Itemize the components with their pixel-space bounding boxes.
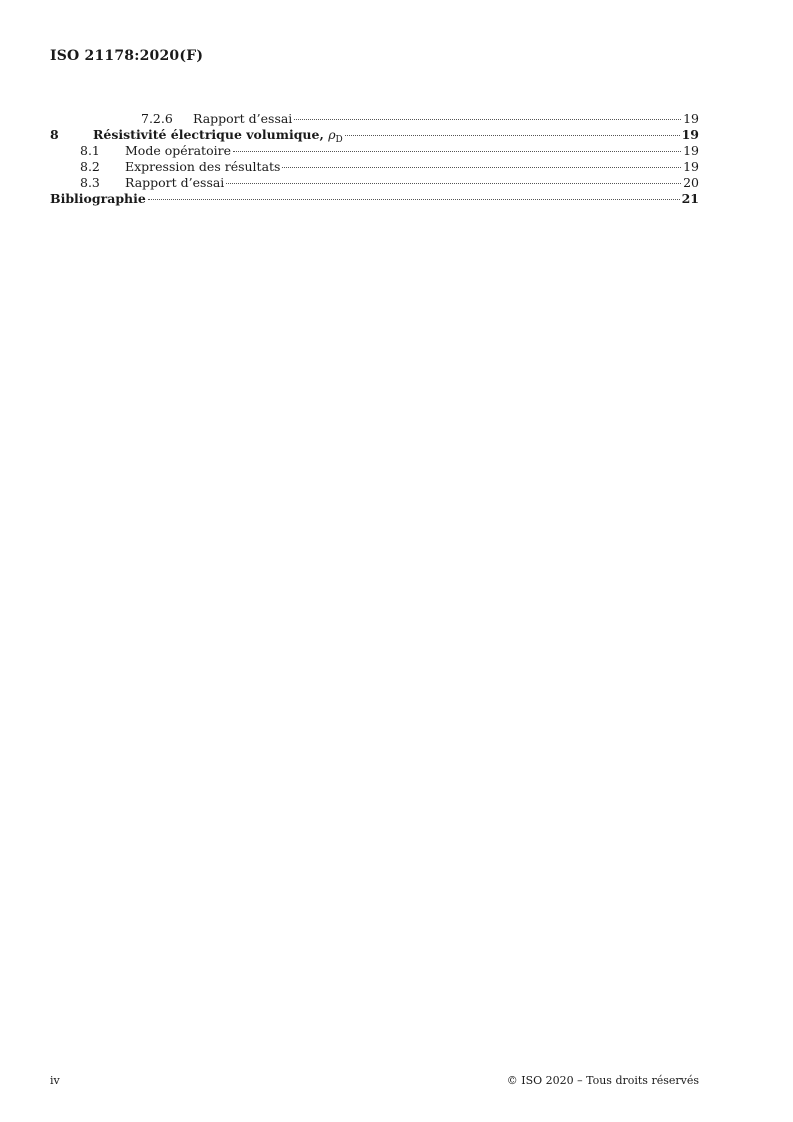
table-of-contents	[50, 111, 699, 207]
toc-entry-page: 21	[681, 191, 699, 206]
toc-entry-page: 19	[683, 159, 699, 174]
toc-entry-bibliographie[interactable]	[50, 191, 699, 207]
dot-leader	[226, 183, 681, 184]
toc-entry-number: 8.1	[80, 143, 100, 158]
toc-entry-page: 19	[683, 143, 699, 158]
dot-leader	[148, 199, 680, 200]
toc-entry-8[interactable]	[50, 127, 699, 143]
toc-entry-8-1[interactable]	[50, 143, 699, 159]
toc-entry-page: 19	[681, 127, 699, 142]
toc-entry-number: 8.3	[80, 175, 100, 190]
toc-entry-title-text: Résistivité électrique volumique,	[93, 127, 329, 142]
document-header: ISO 21178:2020(F)	[50, 48, 204, 64]
rho-symbol: ρ	[328, 127, 336, 142]
dot-leader	[282, 167, 681, 168]
toc-entry-title: Mode opératoire	[125, 143, 231, 158]
rho-subscript: D	[335, 135, 343, 145]
toc-entry-title: Expression des résultats	[125, 159, 281, 174]
toc-entry-title: Bibliographie	[50, 191, 146, 206]
toc-entry-number: 8.2	[80, 159, 100, 174]
footer-page-number: iv	[50, 1074, 60, 1087]
dot-leader	[233, 151, 681, 152]
toc-entry-8-2[interactable]	[50, 159, 699, 175]
dot-leader	[345, 135, 680, 136]
toc-entry-page: 20	[683, 175, 699, 190]
toc-entry-number: 8	[50, 127, 59, 142]
toc-entry-number: 7.2.6	[141, 111, 173, 126]
toc-entry-title: Rapport d’essai	[193, 111, 293, 126]
footer-copyright: © ISO 2020 – Tous droits réservés	[506, 1074, 699, 1087]
dot-leader	[294, 119, 681, 120]
toc-entry-page: 19	[683, 111, 699, 126]
toc-entry-title: Rapport d’essai	[125, 175, 225, 190]
toc-entry-7-2-6[interactable]	[50, 111, 699, 127]
toc-entry-8-3[interactable]	[50, 175, 699, 191]
